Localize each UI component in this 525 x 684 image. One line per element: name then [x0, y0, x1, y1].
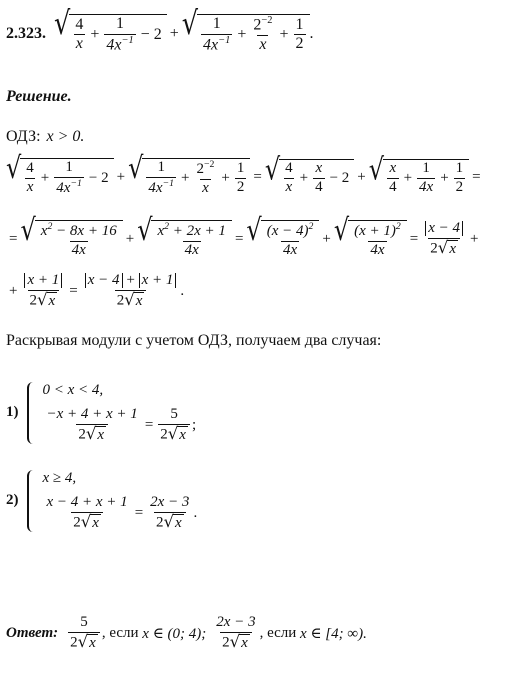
- problem-line: 2.323. √ $\frac{4}{x}$ + $\frac{1}{4x^{-1}}$ − 2 + √ $\frac{1}{4x^{-1}}$ + $\frac{2^{-2}}{x}$ + $\frac{1}{2}$ .: [6, 5, 314, 54]
- answer-line: Ответ: 5 2 √ x , если x ∈ (0; 4); 2x − 3 2 √ x , если x ∈ [4; ∞).: [6, 614, 367, 651]
- solution-heading: Решение.: [6, 88, 72, 105]
- step-2: = √ $\frac{x^2 - 8x + 16}{4x}$ + √ $\frac{x^2 + 2x + 1}{4x}$ = √ $\frac{(x - 4)^2}{4x}$ + √ $\frac{(x + 1)^2}{4x}$ = x − 4 2 √ x +: [9, 212, 479, 258]
- answer-label: Ответ:: [6, 624, 59, 641]
- case-1: 1) 0 < x < 4, −x + 4 + x + 1 2 √ x = 5 2 √ x ;: [6, 382, 197, 443]
- case-2: 2) x ≥ 4, x − 4 + x + 1 2 √ x = 2x − 3 2 √ x .: [6, 470, 198, 531]
- step-1: √ $\frac{4}{x}$ + $\frac{1}{4x^{-1}}$ − 2 + √ $\frac{1}{4x^{-1}}$ + $\frac{2^{-2}}{x}$ + $\frac{1}{2}$ = √ $\frac{4}{x}$ + $\frac{x}{4}$ − 2 + √ $\frac{x}{4}$ + $\frac{1}{4x}$ + $\frac{1}{2}$ =: [6, 150, 481, 196]
- radical-2: √ $\frac{1}{4x^{-1}}$ + $\frac{2^{-2}}{x}$ + $\frac{1}{2}$: [182, 14, 310, 54]
- cases-intro: Раскрывая модули с учетом ОДЗ, получаем два случая:: [6, 332, 382, 349]
- step-3: + x + 1 2 √ x = x − 4 + x + 1 2 √ x .: [9, 272, 185, 309]
- radical-1: √ $\frac{4}{x}$ + $\frac{1}{4x^{-1}}$ − 2: [54, 14, 167, 54]
- odz-line: ОДЗ: x > 0.: [6, 128, 85, 145]
- problem-number: 2.323.: [6, 24, 46, 42]
